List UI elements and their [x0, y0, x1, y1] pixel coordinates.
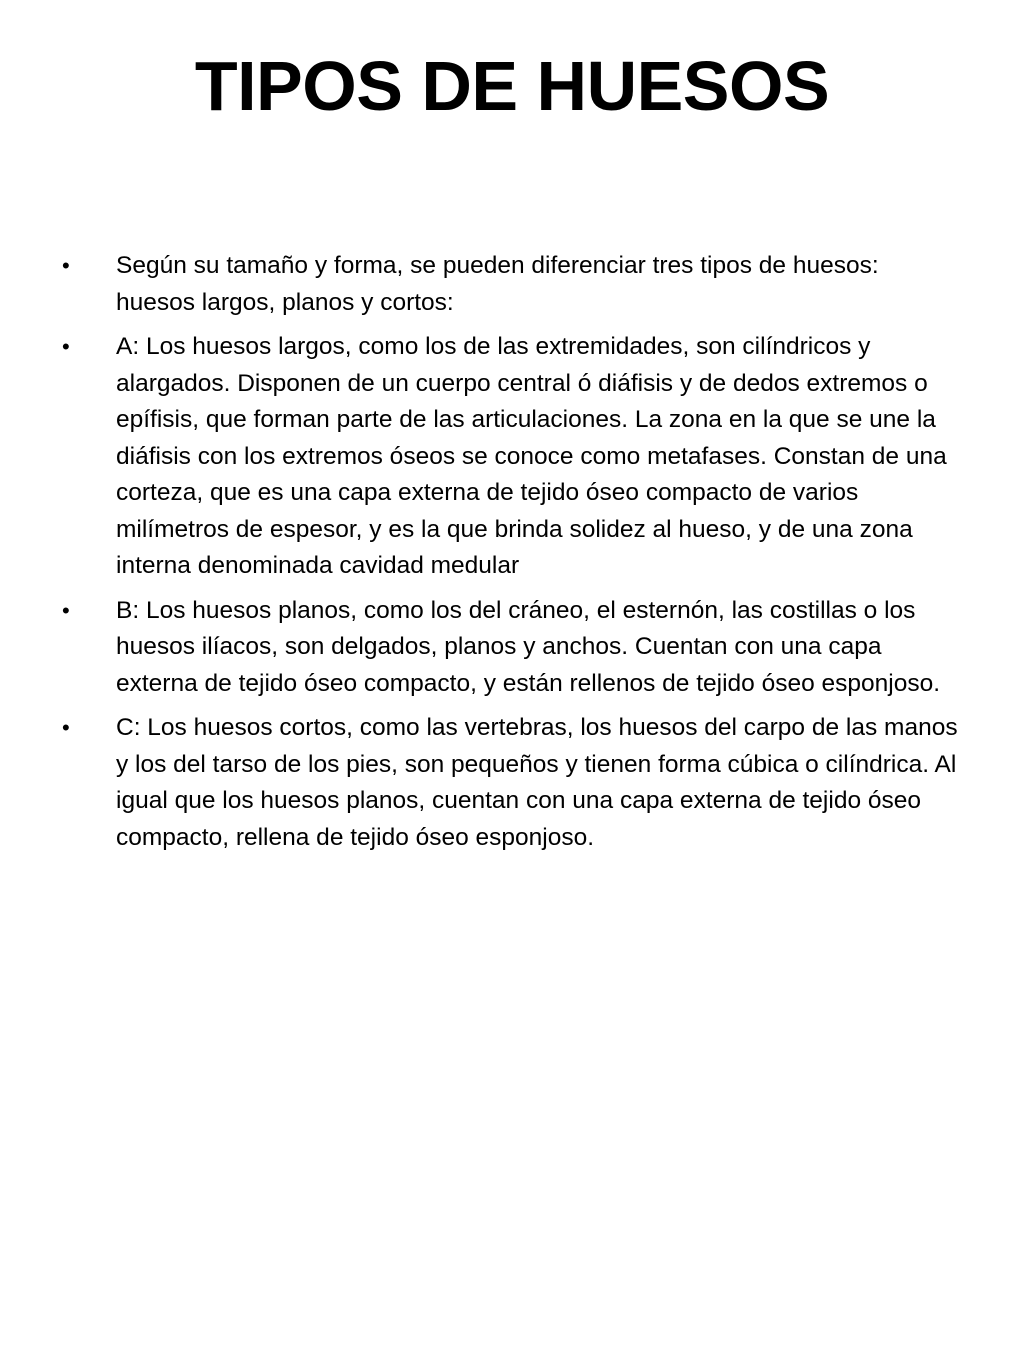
- bullet-icon: •: [62, 597, 70, 623]
- bullet-text: C: Los huesos cortos, como las vertebras, los huesos del carpo de las manos y los del tarso de los pies, son pequeños y tienen forma cúbica o cilíndrica. Al igual que los huesos planos, cuentan con una capa externa de tejido óseo compacto, rellena de tejido óseo esponjoso.: [116, 714, 958, 851]
- bullet-text: A: Los huesos largos, como los de las extremidades, son cilíndricos y alargados. Disponen de un cuerpo central ó diáfisis y de dedos extremos o epífisis, que forman parte de las articulaciones. La zona en la que se une la diáfisis con los extremos óseos se conoce como metafases. Constan de una corteza, que es una capa externa de tejido óseo compacto de varios milímetros de espesor, y es la que brinda solidez al hueso, y de una zona interna denominada cavidad medular: [116, 333, 947, 579]
- bullet-icon: •: [62, 334, 70, 359]
- bullet-text: B: Los huesos planos, como los del cráneo, el esternón, las costillas o los huesos ilíacos, son delgados, planos y anchos. Cuentan con una capa externa de tejido óseo compacto, y están rellenos de tejido óseo esponjoso.: [116, 596, 941, 697]
- bullet-item-short-bones: [62, 710, 962, 856]
- bullet-list: [62, 248, 962, 864]
- bullet-text: Según su tamaño y forma, se pueden diferenciar tres tipos de huesos: huesos largos, planos y cortos:: [116, 252, 879, 316]
- bullet-item-long-bones: [62, 329, 962, 585]
- bullet-icon: •: [62, 715, 70, 740]
- bullet-item-intro: [62, 248, 962, 321]
- bullet-icon: •: [62, 253, 70, 278]
- bullet-item-flat-bones: [62, 593, 962, 703]
- slide-title: TIPOS DE HUESOS: [194, 47, 830, 125]
